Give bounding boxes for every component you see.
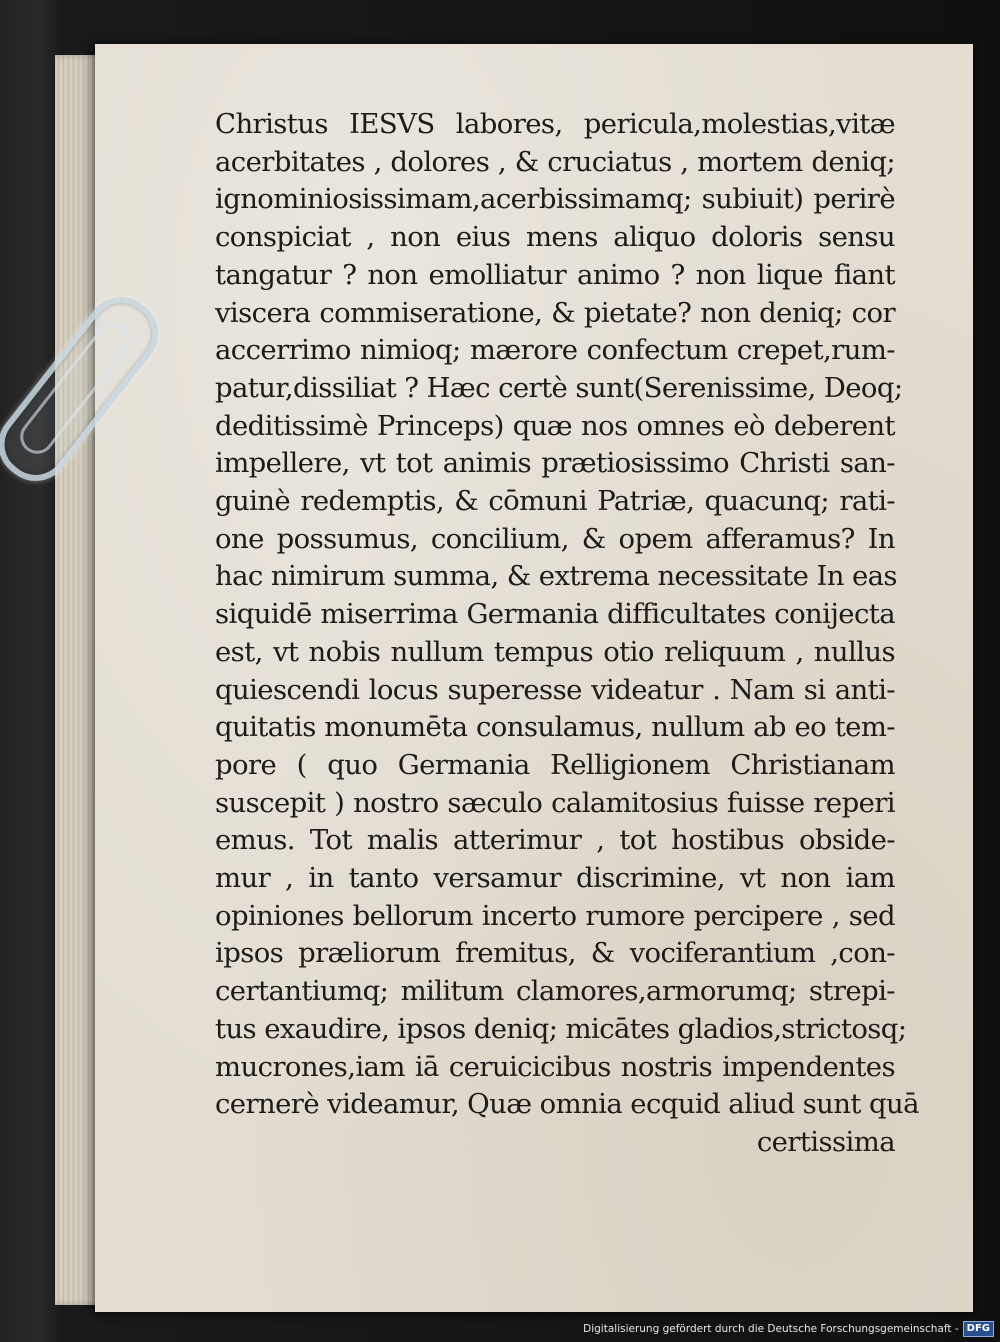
text-line: emus. Tot malis atterimur , tot hostibus obside- xyxy=(215,824,895,857)
text-line: quitatis monumēta consulamus, nullum ab eo tem- xyxy=(215,711,895,744)
text-line: viscera commiseratione, & pietate? non deniq; cor xyxy=(215,296,895,329)
catchword: certissima xyxy=(756,1125,895,1158)
text-line: accerrimo nimioq; mærore confectum crepet,rum- xyxy=(215,334,895,367)
text-line: hac nimirum summa, & extrema necessitate In eas xyxy=(215,560,897,593)
text-line: mur , in tanto versamur discrimine, vt non iam xyxy=(215,862,895,895)
text-line: ipsos præliorum fremitus, & vociferantium ,con- xyxy=(215,937,895,970)
text-line: impellere, vt tot animis prætiosissimo Christi san- xyxy=(215,447,895,480)
text-line: est, vt nobis nullum tempus otio reliquum , nullus xyxy=(215,635,895,668)
page-text xyxy=(215,106,919,1162)
text-line: tus exaudire, ipsos deniq; micātes gladios,strictosq; xyxy=(215,1012,907,1045)
text-line: guinè redemptis, & cōmuni Patriæ, quacunq; rati- xyxy=(215,485,895,518)
text-line: deditissimè Princeps) quæ nos omnes eò deberent xyxy=(215,409,895,442)
text-line: suscepit ) nostro sæculo calamitosius fuisse reperi xyxy=(215,786,895,819)
text-line: opiniones bellorum incerto rumore percipere , sed xyxy=(215,899,895,932)
text-line: mucrones,iam iā ceruicicibus nostris impendentes xyxy=(215,1050,895,1083)
digitization-footer xyxy=(583,1320,994,1338)
text-line: conspiciat , non eius mens aliquo doloris sensu xyxy=(215,221,895,254)
text-line: acerbitates , dolores , & cruciatus , mortem deniq; xyxy=(215,145,895,178)
text-line: tangatur ? non emolliatur animo ? non lique fiant xyxy=(215,258,895,291)
text-line: cernerè videamur, Quæ omnia ecquid aliud sunt quā xyxy=(215,1088,919,1121)
dfg-logo-icon: DFG xyxy=(963,1321,994,1337)
text-line: quiescendi locus superesse videatur . Nam si anti- xyxy=(215,673,895,706)
text-line: patur,dissiliat ? Hæc certè sunt(Serenissime, Deoq; xyxy=(215,371,903,404)
text-line: Christus IESVS labores, pericula,molestias,vitæ xyxy=(215,108,895,140)
footer-credit: Digitalisierung gefördert durch die Deutsche Forschungsgemeinschaft - xyxy=(583,1323,959,1335)
text-line: certantiumq; militum clamores,armorumq; strepi- xyxy=(215,975,895,1008)
text-line: siquidē miserrima Germania difficultates conijecta xyxy=(215,598,895,631)
text-line: pore ( quo Germania Relligionem Christianam xyxy=(215,748,895,781)
text-line: one possumus, concilium, & opem afferamus? In xyxy=(215,522,895,555)
text-line: ignominiosissimam,acerbissimamq; subiuit) perirè xyxy=(215,183,895,216)
